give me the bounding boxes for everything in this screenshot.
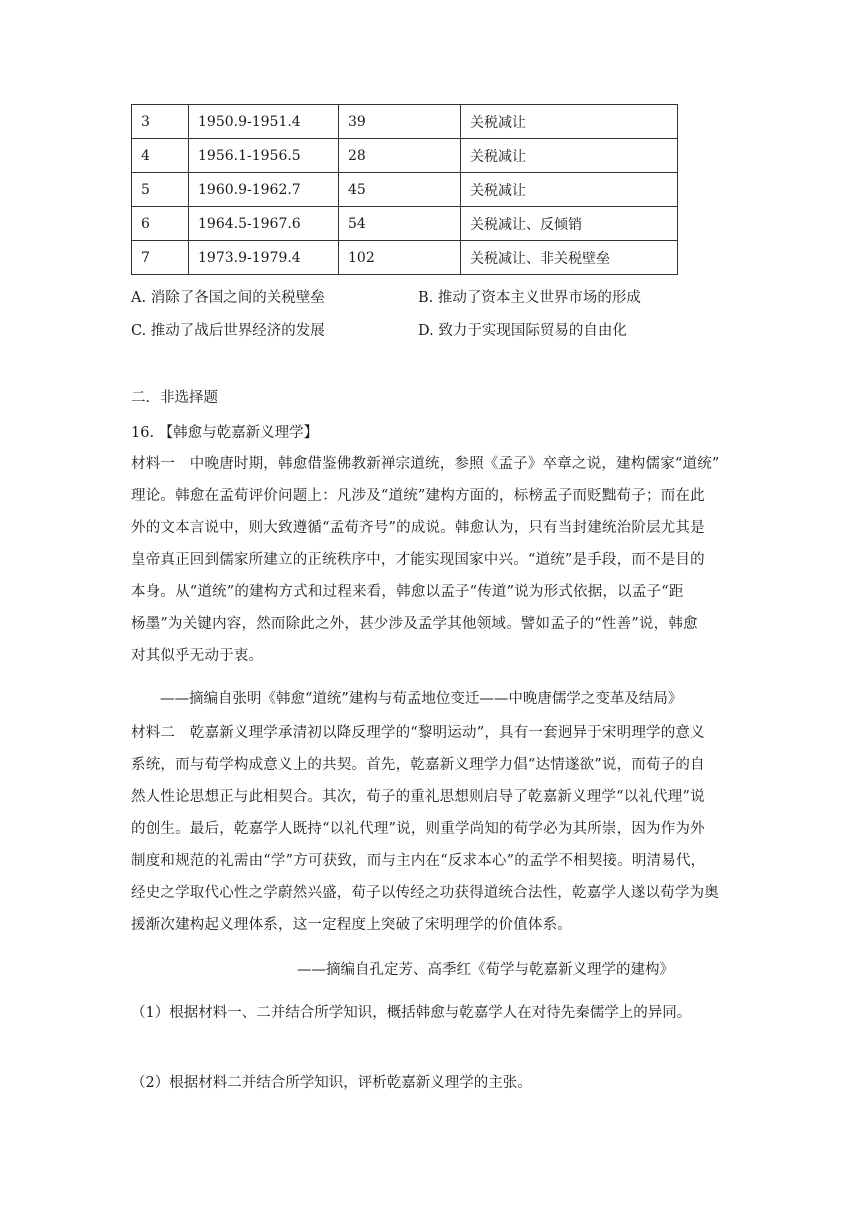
table-row bbox=[132, 207, 678, 241]
material-line: 制度和规范的礼需由“学”方可获致，而与主内在“反求本心”的孟学不相契接。明清易代， bbox=[131, 853, 706, 869]
option-c[interactable]: C. 推动了战后世界经济的发展 bbox=[131, 323, 325, 339]
material-line: 然人性论思想正与此相契合。其次，荀子的重礼思想则启导了乾嘉新义理学“以礼代理”说 bbox=[131, 789, 705, 805]
material-line: 对其似乎无动于衷。 bbox=[131, 648, 264, 664]
participant-count: 102 bbox=[339, 241, 461, 275]
material-line: 材料二 乾嘉新义理学承清初以降反理学的“黎明运动”，具有一套迥异于宋明理学的意义 bbox=[131, 725, 705, 741]
material-line: 系统，而与荀学构成意义上的共契。首先，乾嘉新义理学力倡“达情遂欲”说，而荀子的自 bbox=[131, 757, 705, 773]
round-content: 关税减让、反倾销 bbox=[461, 207, 678, 241]
round-number: 6 bbox=[132, 207, 189, 241]
material-line: 本身。从“道统”的建构方式和过程来看，韩愈以孟子“传道”说为形式依据，以孟子“距 bbox=[131, 584, 684, 600]
participant-count: 28 bbox=[339, 139, 461, 173]
table-row bbox=[132, 139, 678, 173]
material-line: 援渐次建构起义理体系，这一定程度上突破了宋明理学的价值体系。 bbox=[131, 917, 572, 933]
material-line: 皇帝真正回到儒家所建立的正统秩序中，才能实现国家中兴。“道统”是手段，而不是目的 bbox=[131, 552, 705, 568]
option-a[interactable]: A. 消除了各国之间的关税壁垒 bbox=[131, 290, 325, 306]
round-number: 5 bbox=[132, 173, 189, 207]
round-period: 1950.9-1951.4 bbox=[189, 105, 339, 139]
round-number: 3 bbox=[132, 105, 189, 139]
round-period: 1973.9-1979.4 bbox=[189, 241, 339, 275]
round-content: 关税减让、非关税壁垒 bbox=[461, 241, 678, 275]
table-row bbox=[132, 173, 678, 207]
material-line: 杨墨”为关键内容，然而除此之外，甚少涉及孟学其他领域。譬如孟子的“性善”说，韩愈 bbox=[131, 616, 698, 632]
round-number: 7 bbox=[132, 241, 189, 275]
question-title: 16. 【韩愈与乾嘉新义理学】 bbox=[131, 425, 319, 441]
round-period: 1964.5-1967.6 bbox=[189, 207, 339, 241]
material-line: 经史之学取代心性之学蔚然兴盛，荀子以传经之功获得道统合法性，乾嘉学人遂以荀学为奥 bbox=[131, 885, 719, 901]
participant-count: 54 bbox=[339, 207, 461, 241]
section-title: 二．非选择题 bbox=[131, 390, 218, 406]
round-content: 关税减让 bbox=[461, 139, 678, 173]
material-source: ——摘编自张明《韩愈“道统”建构与荀孟地位变迁——中晚唐儒学之变革及结局》 bbox=[160, 691, 683, 707]
table-row bbox=[132, 241, 678, 275]
material-line: 材料一 中晚唐时期，韩愈借鉴佛教新禅宗道统，参照《孟子》卒章之说，建构儒家“道统” bbox=[131, 456, 720, 472]
material-line: 的创生。最后，乾嘉学人既持“以礼代理”说，则重学尚知的荀学必为其所崇，因为作为外 bbox=[131, 821, 705, 837]
material-line: 外的文本言说中，则大致遵循“孟荀齐号”的成说。韩愈认为，只有当封建统治阶层尤其是 bbox=[131, 520, 705, 536]
option-b[interactable]: B. 推动了资本主义世界市场的形成 bbox=[418, 290, 641, 306]
subquestion-two: （2）根据材料二并结合所学知识，评析乾嘉新义理学的主张。 bbox=[131, 1075, 532, 1091]
trade-rounds-table bbox=[131, 104, 678, 275]
round-period: 1956.1-1956.5 bbox=[189, 139, 339, 173]
table-row bbox=[132, 105, 678, 139]
material-source: ——摘编自孔定芳、高季红《荀学与乾嘉新义理学的建构》 bbox=[297, 962, 674, 978]
subquestion-one: （1）根据材料一、二并结合所学知识，概括韩愈与乾嘉学人在对待先秦儒学上的异同。 bbox=[131, 1005, 692, 1021]
round-content: 关税减让 bbox=[461, 105, 678, 139]
participant-count: 45 bbox=[339, 173, 461, 207]
material-line: 理论。韩愈在孟荀评价问题上：凡涉及“道统”建构方面的，标榜孟子而贬黜荀子；而在此 bbox=[131, 488, 705, 504]
option-d[interactable]: D. 致力于实现国际贸易的自由化 bbox=[418, 323, 627, 339]
round-number: 4 bbox=[132, 139, 189, 173]
round-content: 关税减让 bbox=[461, 173, 678, 207]
round-period: 1960.9-1962.7 bbox=[189, 173, 339, 207]
participant-count: 39 bbox=[339, 105, 461, 139]
